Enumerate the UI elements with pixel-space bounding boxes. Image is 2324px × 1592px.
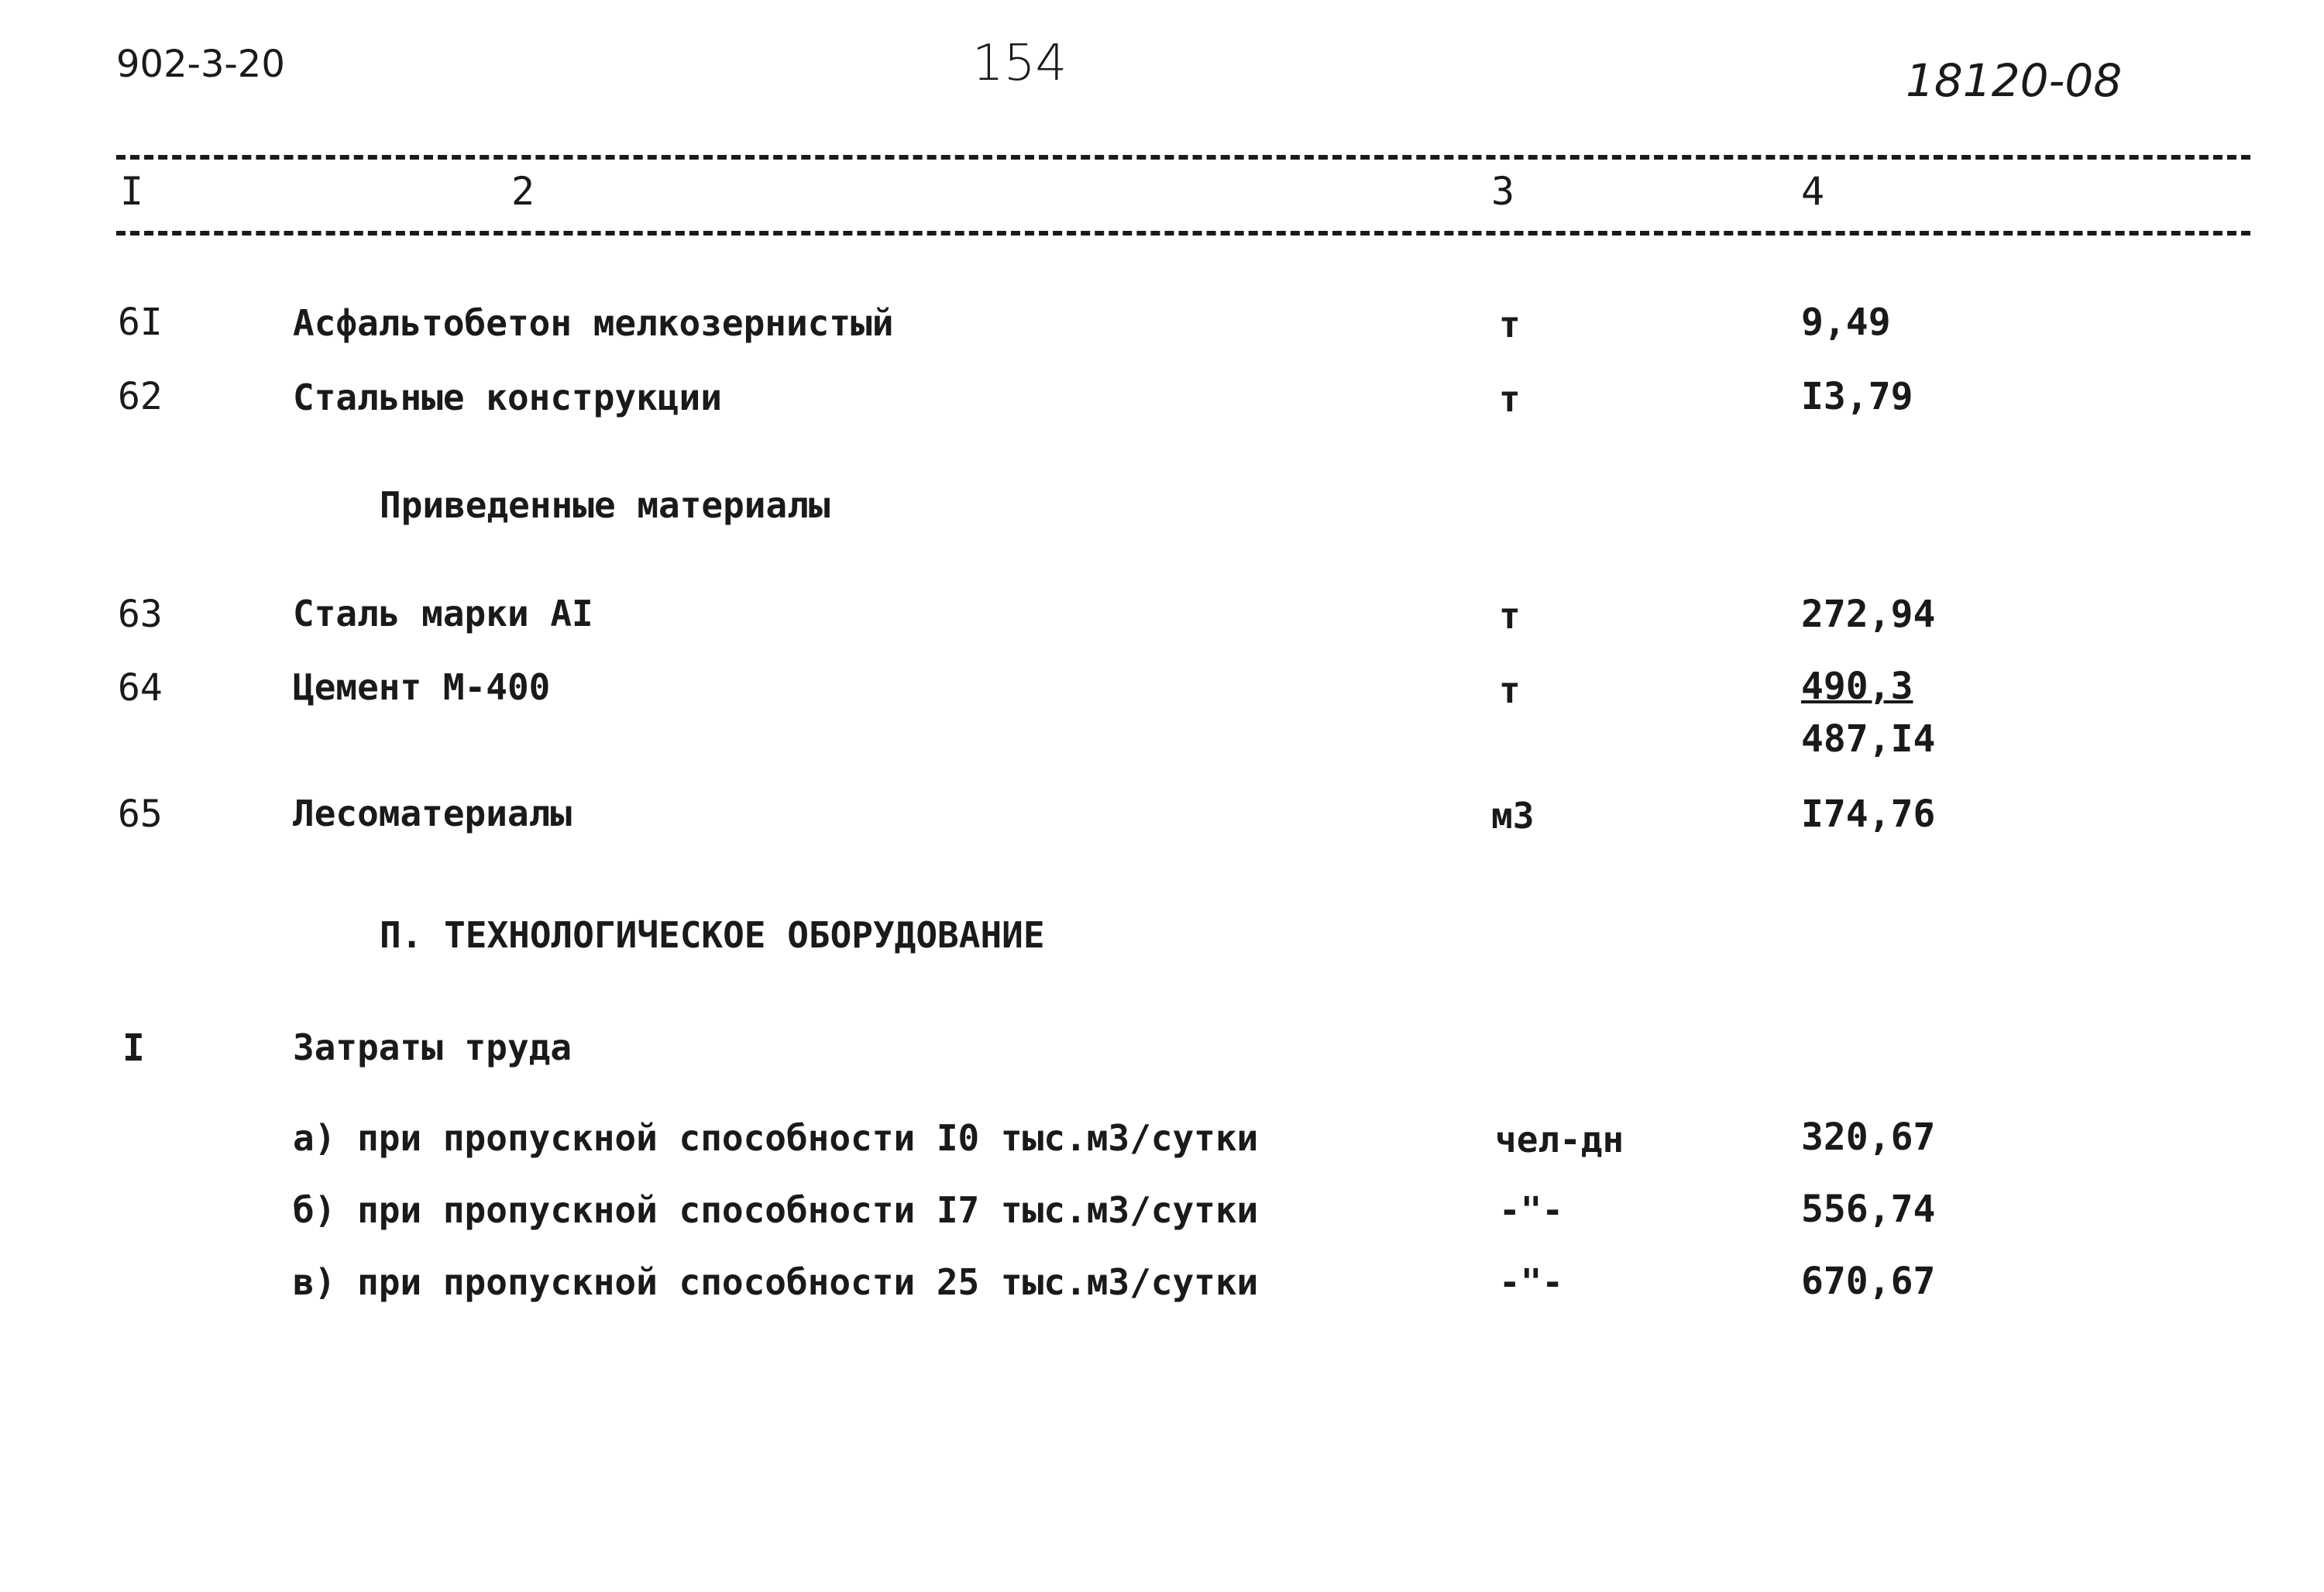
labor-title: Затраты труда [293,1026,572,1068]
row-unit: т [1499,304,1521,346]
column-header-4: 4 [1801,169,1825,214]
row-number: 65 [118,793,163,836]
table-rule-top [116,155,2250,160]
row-name: Сталь марки АI [293,593,593,634]
row-unit: т [1499,378,1521,420]
row-value: 272,94 [1801,593,1936,636]
row-value-corrected: 490,3 [1801,665,1913,708]
row-unit: м3 [1491,795,1535,837]
labor-item-unit: чел-дн [1495,1119,1624,1160]
labor-item-name: б) при пропускной способности I7 тыс.м3/сутки [293,1189,1259,1231]
labor-item-value: 320,67 [1801,1116,1936,1159]
labor-item-name: в) при пропускной способности 25 тыс.м3/сутки [293,1261,1259,1303]
document-code: 902-3-20 [116,43,285,86]
row-value-stack [1801,660,1935,765]
row-value-original: 487,I4 [1801,717,1936,761]
row-value: I74,76 [1801,793,1936,836]
row-unit: т [1499,669,1521,711]
row-number: 64 [118,666,163,710]
row-number: 6I [118,301,163,344]
row-name: Стальные конструкции [293,377,722,418]
row-name: Цемент М-400 [293,666,551,708]
archive-code: 18120-08 [1906,54,2123,107]
row-value: 9,49 [1801,301,1891,344]
section-heading-reduced-materials: Приведенные материалы [380,484,830,526]
table-rule-bottom [116,231,2250,236]
labor-item-unit: -"- [1499,1189,1564,1231]
page-number: 154 [972,35,1067,92]
row-number: 63 [118,593,163,636]
row-name: Асфальтобетон мелкозернистый [293,302,894,344]
row-unit: т [1499,595,1521,637]
row-value: I3,79 [1801,375,1913,418]
labor-number: I [122,1026,145,1070]
column-header-1: I [120,169,144,214]
row-number: 62 [118,375,163,418]
labor-item-unit: -"- [1499,1261,1564,1303]
column-header-3: 3 [1491,169,1515,214]
column-header-2: 2 [511,169,535,214]
labor-item-value: 670,67 [1801,1260,1936,1303]
labor-item-value: 556,74 [1801,1188,1936,1231]
labor-item-name: а) при пропускной способности I0 тыс.м3/сутки [293,1117,1259,1159]
section-heading-equipment: П. ТЕХНОЛОГИЧЕСКОЕ ОБОРУДОВАНИЕ [380,914,1045,956]
row-name: Лесоматериалы [293,793,572,834]
